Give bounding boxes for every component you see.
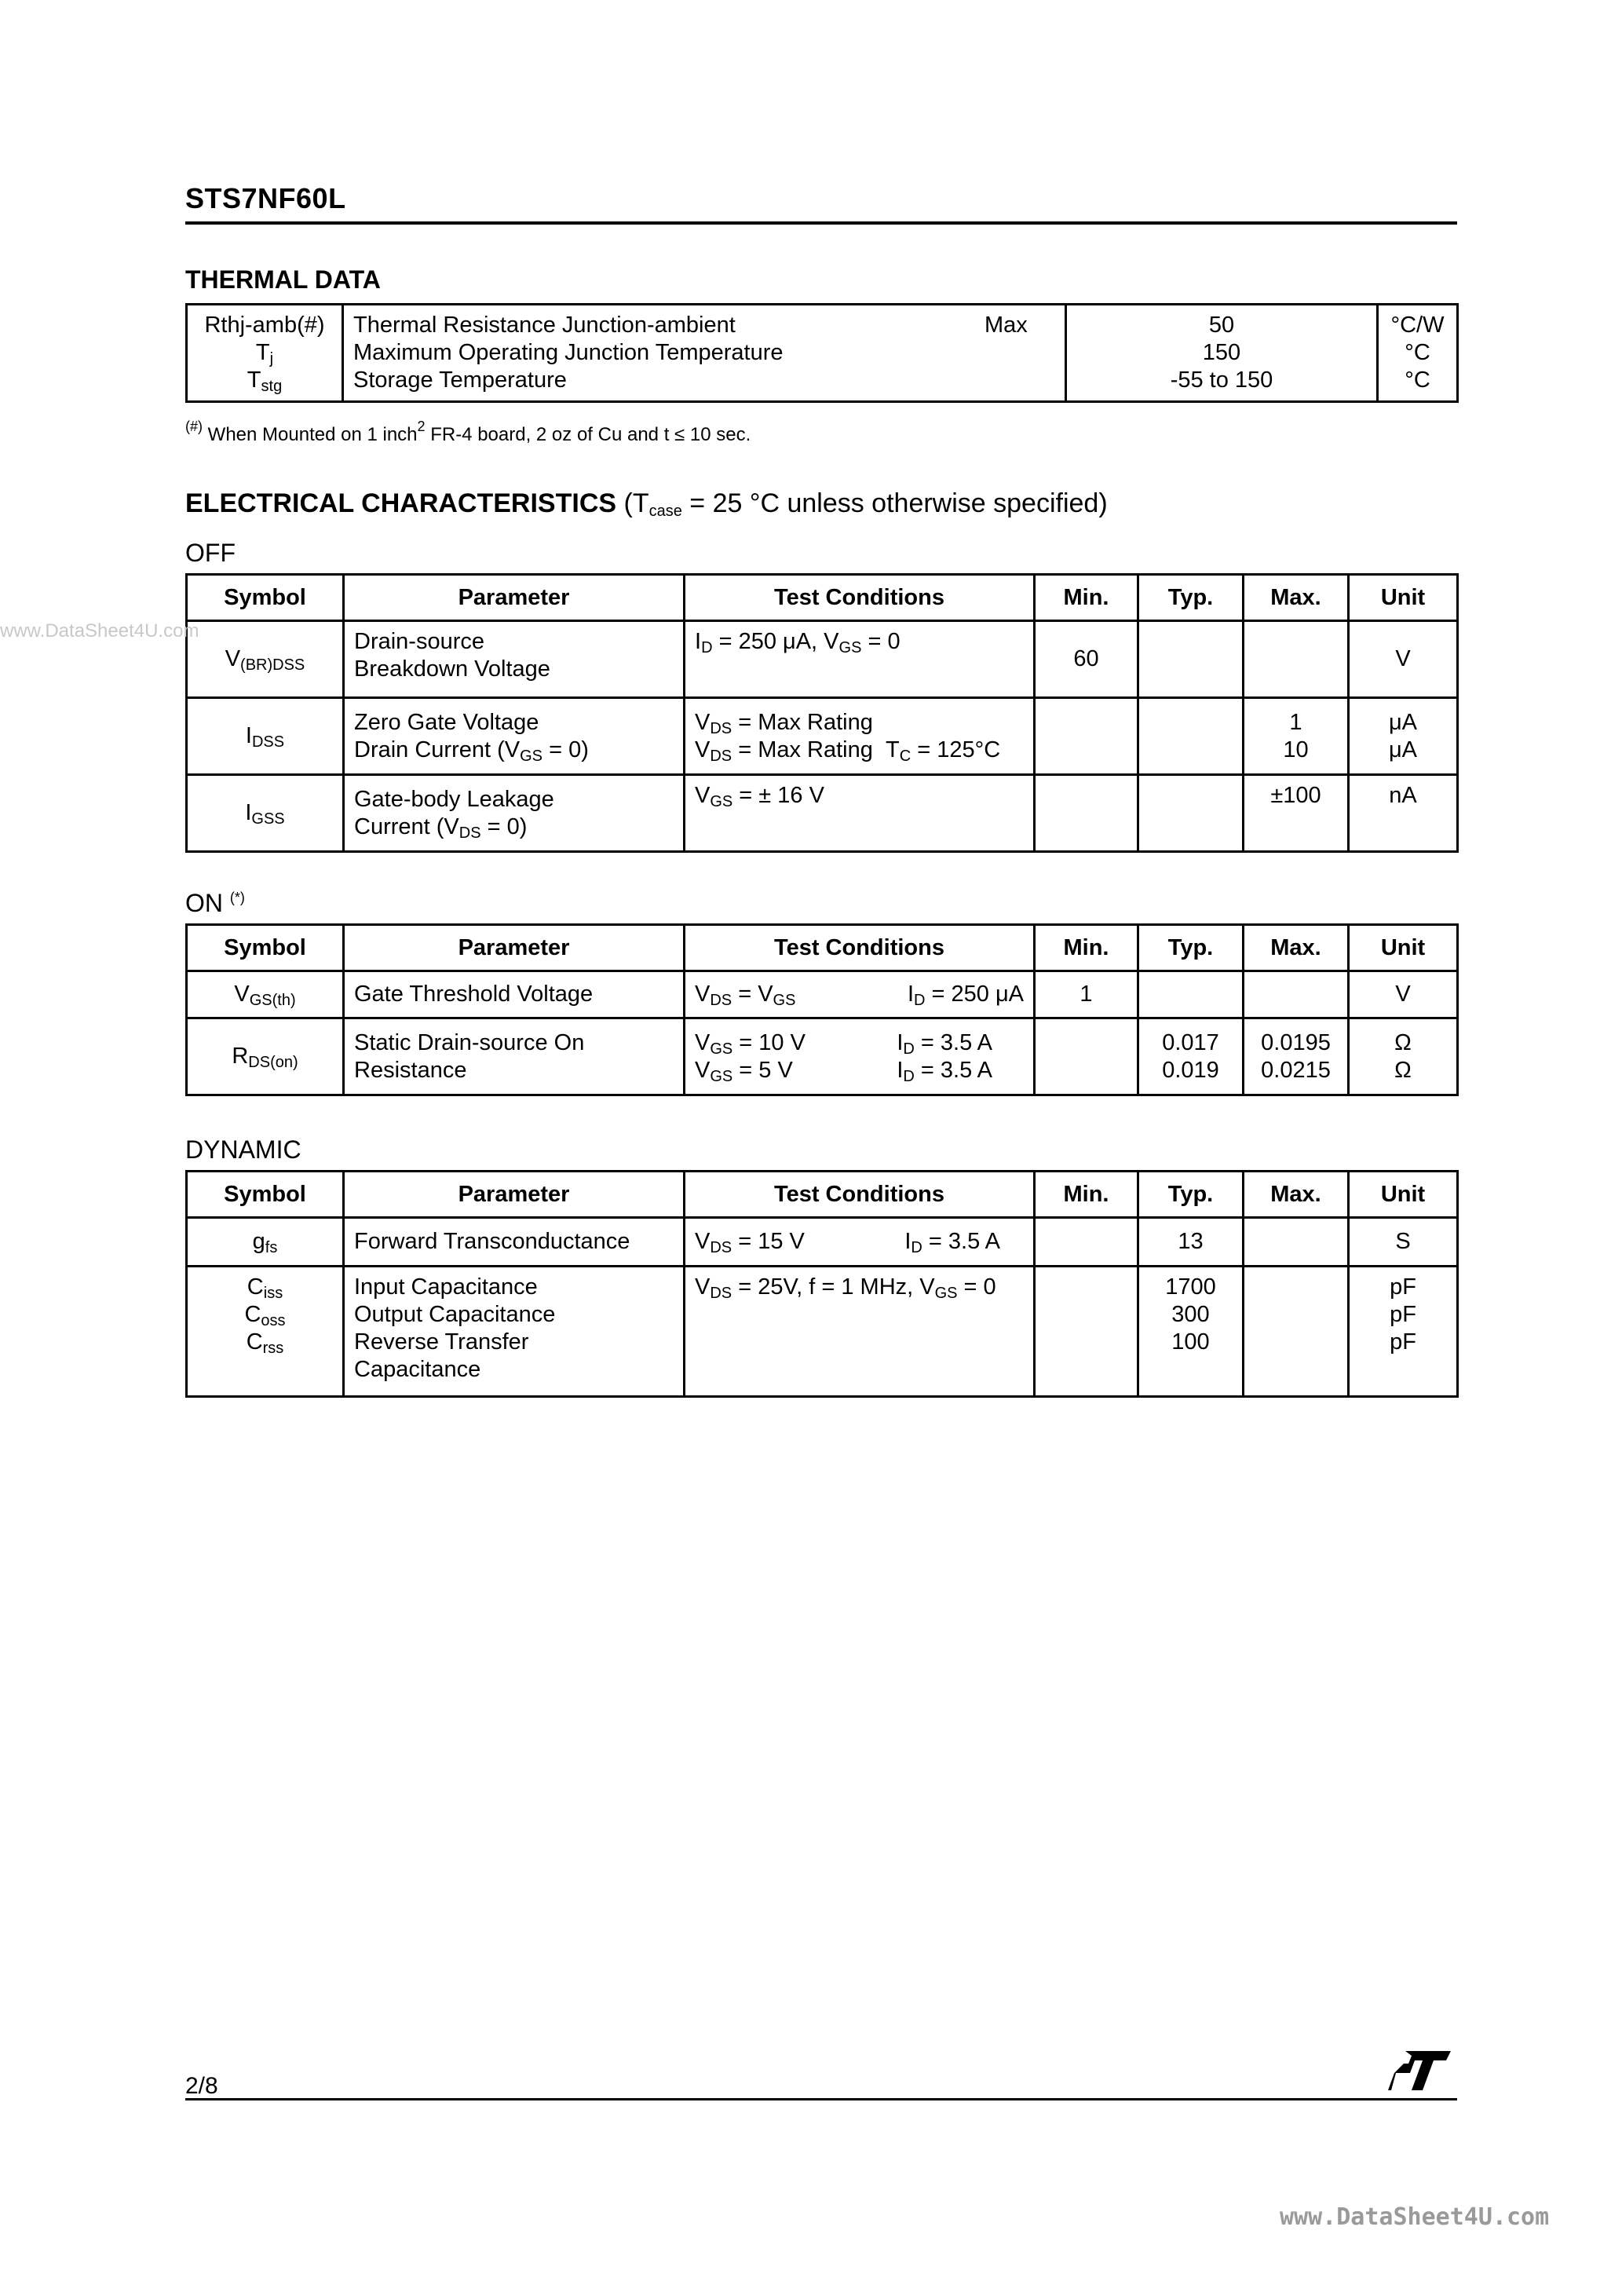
thermal-units: °C/W °C °C: [1378, 305, 1458, 402]
table-row: $g_{fs}$ Forward Transconductance $V_{DS} = 15$ V $I_D = 3.5$ A 13 S: [187, 1218, 1458, 1267]
svg-text:ST: ST: [1388, 2049, 1390, 2050]
on-table: [185, 923, 1459, 1096]
on-title: ON (*): [185, 889, 245, 917]
dynamic-header-row: Symbol Parameter Test Conditions Min. Typ. Max. Unit: [187, 1172, 1458, 1218]
table-row: $V_{GS(th)}$ Gate Threshold Voltage $V_{DS} = V_{GS}$ $I_D = 250$ μA 1 V: [187, 971, 1458, 1018]
footer-rule: [185, 2098, 1457, 2100]
st-logo-icon: [1388, 2049, 1452, 2092]
electrical-title: ELECTRICAL CHARACTERISTICS ($T_{case} = 25$ °C unless otherwise specified): [185, 488, 1108, 520]
table-row: $C_{iss}$ $C_{oss}$ $C_{rss}$ Input Capacitance Output Capacitance Reverse Transfer Capacitance $V_{DS} = 25V$, f = 1 MHz, $V_{GS} = 0$ 1700 300 100 pF pF pF: [187, 1267, 1458, 1397]
thermal-values: 50 150 -55 to 150: [1066, 305, 1378, 402]
thermal-parameters: Thermal Resistance Junction-ambient Maximum Operating Junction Temperature Storage Temperature: [343, 305, 976, 402]
part-number: STS7NF60L: [185, 182, 346, 214]
page-number: 2/8: [185, 2073, 218, 2099]
table-row: $R_{DS(on)}$ Static Drain-source On Resistance $V_{GS} = 10$ V $I_D = 3.5$ A $V_{GS} = 5$ V $I_D = 3.5$ A 0.017 0.019 0.0195 0.0215 Ω Ω: [187, 1018, 1458, 1095]
off-table: [185, 573, 1459, 853]
watermark-left: www.DataSheet4U.com: [0, 620, 199, 642]
thermal-table: [185, 303, 1459, 403]
table-row: $I_{DSS}$ Zero Gate Voltage Drain Current $(V_{GS} = 0)$ $V_{DS}$ = Max Rating $V_{DS}$ = Max Rating $T_C = 125^\circ C$ 1 10 μA μA: [187, 698, 1458, 775]
off-title: OFF: [185, 539, 236, 567]
thermal-symbols: Rthj-amb(#) $T_j$ $T_{stg}$: [187, 305, 343, 402]
table-row: $V_{(BR)DSS}$ Drain-source Breakdown Voltage $I_D = 250$ μA, $V_{GS} = 0$ 60 V: [187, 621, 1458, 698]
thermal-footnote: (#) When Mounted on 1 inch$^2$ FR-4 board, 2 oz of Cu and t ≤ 10 sec.: [185, 419, 751, 445]
off-header-row: Symbol Parameter Test Conditions Min. Typ. Max. Unit: [187, 575, 1458, 621]
header-rule: [185, 221, 1457, 225]
on-header-row: Symbol Parameter Test Conditions Min. Typ. Max. Unit: [187, 925, 1458, 971]
dynamic-title: DYNAMIC: [185, 1135, 301, 1164]
watermark-right: www.DataSheet4U.com: [1280, 2203, 1550, 2231]
dynamic-table: [185, 1170, 1459, 1398]
thermal-title: THERMAL DATA: [185, 265, 381, 294]
table-row: $I_{GSS}$ Gate-body Leakage Current $(V_{DS} = 0)$ $V_{GS}$ = ± 16 V ±100 nA: [187, 775, 1458, 852]
thermal-conditions: Max: [975, 305, 1066, 402]
